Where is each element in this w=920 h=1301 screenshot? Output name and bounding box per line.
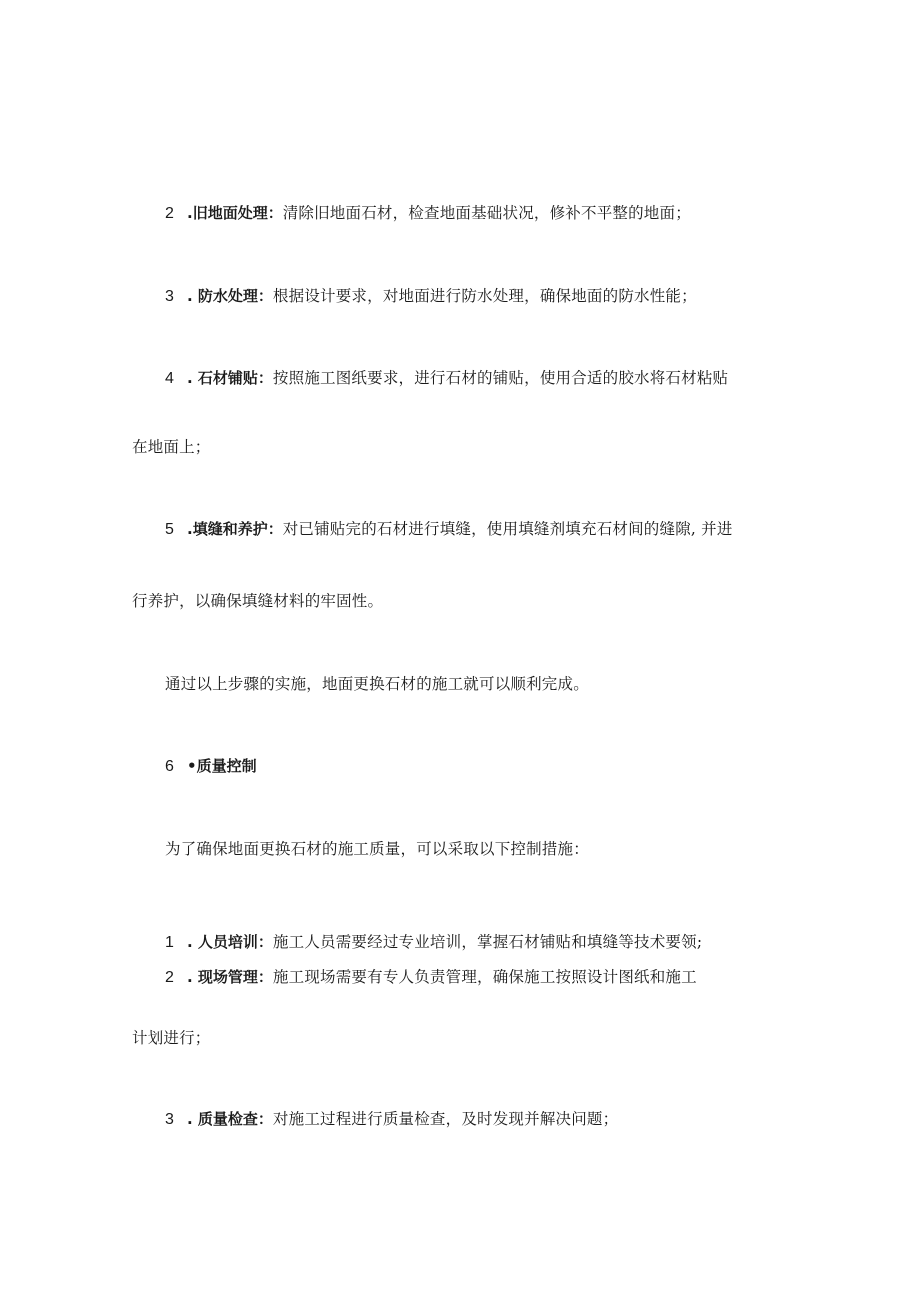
summary-paragraph bbox=[165, 673, 589, 695]
item-text: 清除旧地面石材，检查地面基础状况，修补不平整的地面； bbox=[282, 204, 691, 222]
item-text-continued: 在地面上； bbox=[132, 438, 211, 456]
item-number: 3 bbox=[165, 1111, 174, 1128]
item-text-continued: 行养护，以确保填缝材料的牢固性。 bbox=[132, 592, 384, 610]
list-item-step-2 bbox=[165, 202, 691, 225]
item-label: . 防水处理： bbox=[187, 287, 273, 305]
item-number: 2 bbox=[165, 969, 174, 986]
section-title: •质量控制 bbox=[187, 757, 257, 775]
item-number: 1 bbox=[165, 934, 174, 951]
list-item-measure-3 bbox=[165, 1108, 618, 1131]
list-item-step-5-continuation bbox=[132, 590, 383, 612]
list-item-measure-2 bbox=[165, 966, 697, 989]
item-number: 5 bbox=[165, 521, 174, 538]
list-item-measure-1 bbox=[165, 931, 702, 954]
list-item-step-3 bbox=[165, 285, 697, 308]
item-number: 2 bbox=[165, 205, 174, 222]
item-number: 4 bbox=[165, 370, 174, 387]
intro-paragraph bbox=[165, 838, 589, 860]
item-text: 按照施工图纸要求，进行石材的铺贴，使用合适的胶水将石材粘贴 bbox=[272, 369, 729, 387]
intro-text: 为了确保地面更换石材的施工质量，可以采取以下控制措施： bbox=[165, 840, 589, 858]
item-text: 对已铺贴完的石材进行填缝，使用填缝剂填充石材间的缝隙, 并进 bbox=[282, 520, 733, 538]
list-item-step-5 bbox=[165, 518, 733, 541]
section-number: 6 bbox=[165, 758, 174, 775]
item-text: 对施工过程进行质量检查，及时发现并解决问题； bbox=[272, 1110, 619, 1128]
section-heading bbox=[165, 755, 257, 778]
item-label: . 现场管理： bbox=[187, 968, 273, 986]
item-number: 3 bbox=[165, 288, 174, 305]
summary-text: 通过以上步骤的实施，地面更换石材的施工就可以顺利完成。 bbox=[165, 675, 589, 693]
list-item-measure-2-continuation bbox=[132, 1027, 211, 1049]
item-text: 施工现场需要有专人负责管理，确保施工按照设计图纸和施工 bbox=[272, 968, 697, 986]
item-label: . 石材铺贴： bbox=[187, 369, 273, 387]
item-label: . 质量检查： bbox=[187, 1110, 273, 1128]
item-text: 根据设计要求，对地面进行防水处理，确保地面的防水性能； bbox=[272, 287, 697, 305]
list-item-step-4-continuation bbox=[132, 436, 211, 458]
item-label: .填缝和养护： bbox=[187, 520, 283, 538]
item-text: 施工人员需要经过专业培训，掌握石材铺贴和填缝等技术要领; bbox=[272, 933, 703, 951]
list-item-step-4 bbox=[165, 367, 728, 390]
item-text-continued: 计划进行； bbox=[132, 1029, 211, 1047]
item-label: .旧地面处理： bbox=[187, 204, 283, 222]
item-label: . 人员培训： bbox=[187, 933, 273, 951]
